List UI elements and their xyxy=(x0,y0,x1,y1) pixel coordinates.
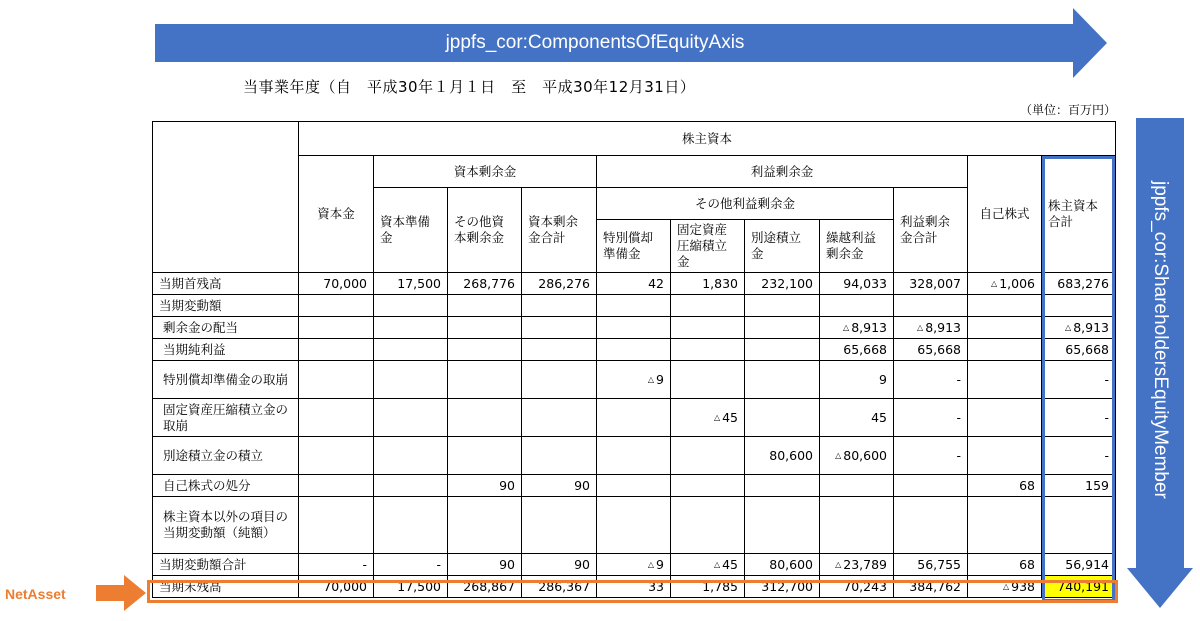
cell-c10 xyxy=(968,361,1042,399)
table-row xyxy=(153,361,1116,399)
cell-c10 xyxy=(968,317,1042,339)
cell-c3 xyxy=(448,497,522,554)
fiscal-period: 当事業年度（自 平成30年１月１日 至 平成30年12月31日） xyxy=(243,78,696,96)
member-label: jppfs_cor:ShareholdersEquityMember xyxy=(1150,181,1171,499)
cell-c4 xyxy=(522,497,597,554)
cell-c11: - xyxy=(1042,361,1116,399)
row-label: 別途積立金の積立 xyxy=(153,437,299,475)
cell-c8: 9 xyxy=(820,361,894,399)
cell-c5 xyxy=(597,339,671,361)
cell-c11: 65,668 xyxy=(1042,339,1116,361)
net-asset-label: NetAsset xyxy=(5,586,66,602)
cell-c3 xyxy=(448,317,522,339)
cell-c8: △ 80,600 xyxy=(820,437,894,475)
header-retained-brought-forward: 繰越利益剰余金 xyxy=(820,220,894,273)
cell-c1 xyxy=(299,361,374,399)
cell-c6 xyxy=(671,317,745,339)
cell-c1 xyxy=(299,475,374,497)
cell-c5 xyxy=(597,399,671,437)
cell-c1 xyxy=(299,339,374,361)
cell-c4 xyxy=(522,399,597,437)
header-special-depreciation-reserve: 特別償却準備金 xyxy=(597,220,671,273)
cell-c11: 159 xyxy=(1042,475,1116,497)
cell-c5: △ 9 xyxy=(597,361,671,399)
table-row xyxy=(153,273,1116,295)
cell-c3 xyxy=(448,339,522,361)
cell-c9: 328,007 xyxy=(894,273,968,295)
cell-c7 xyxy=(745,295,820,317)
row-label: 自己株式の処分 xyxy=(153,475,299,497)
cell-c9: △ 8,913 xyxy=(894,317,968,339)
header-equity-total: 株主資本合計 xyxy=(1042,156,1116,273)
cell-c5: 33 xyxy=(597,576,671,598)
cell-c6 xyxy=(671,295,745,317)
cell-c1 xyxy=(299,295,374,317)
cell-c1: 70,000 xyxy=(299,273,374,295)
header-retained-total: 利益剰余金合計 xyxy=(894,188,968,273)
header-capital-surplus-total: 資本剰余金合計 xyxy=(522,188,597,273)
cell-c6 xyxy=(671,475,745,497)
cell-c10 xyxy=(968,399,1042,437)
cell-c10 xyxy=(968,295,1042,317)
header-treasury-stock: 自己株式 xyxy=(968,156,1042,273)
table-row xyxy=(153,437,1116,475)
cell-c11: 740,191 xyxy=(1042,576,1116,598)
cell-c4 xyxy=(522,361,597,399)
cell-c5 xyxy=(597,295,671,317)
cell-c6: △ 45 xyxy=(671,399,745,437)
cell-c10 xyxy=(968,437,1042,475)
cell-c10 xyxy=(968,497,1042,554)
cell-c2: 17,500 xyxy=(374,273,448,295)
cell-c5 xyxy=(597,437,671,475)
table-row xyxy=(153,399,1116,437)
row-label-header xyxy=(153,122,299,273)
cell-c8: 70,243 xyxy=(820,576,894,598)
header-other-retained-earnings: その他利益剰余金 xyxy=(597,188,894,220)
cell-c7 xyxy=(745,339,820,361)
cell-c2 xyxy=(374,437,448,475)
cell-c9: 384,762 xyxy=(894,576,968,598)
header-fixed-asset-reduction-reserve: 固定資産圧縮積立金 xyxy=(671,220,745,273)
cell-c7: 80,600 xyxy=(745,437,820,475)
cell-c10: △ 938 xyxy=(968,576,1042,598)
header-capital-reserve: 資本準備金 xyxy=(374,188,448,273)
cell-c8: △ 23,789 xyxy=(820,554,894,576)
header-capital-surplus: 資本剰余金 xyxy=(374,156,597,188)
cell-c8 xyxy=(820,475,894,497)
cell-c7 xyxy=(745,475,820,497)
row-label: 当期首残高 xyxy=(153,273,299,295)
cell-c9: 56,755 xyxy=(894,554,968,576)
cell-c10 xyxy=(968,339,1042,361)
cell-c7: 232,100 xyxy=(745,273,820,295)
cell-c8: 94,033 xyxy=(820,273,894,295)
cell-c1: 70,000 xyxy=(299,576,374,598)
cell-c5 xyxy=(597,497,671,554)
cell-c11: △ 8,913 xyxy=(1042,317,1116,339)
row-label: 当期純利益 xyxy=(153,339,299,361)
row-label: 当期変動額 xyxy=(153,295,299,317)
row-label: 剰余金の配当 xyxy=(153,317,299,339)
cell-c7 xyxy=(745,399,820,437)
cell-c4: 286,367 xyxy=(522,576,597,598)
cell-c10: 68 xyxy=(968,554,1042,576)
cell-c9: 65,668 xyxy=(894,339,968,361)
cell-c3 xyxy=(448,437,522,475)
cell-c5: 42 xyxy=(597,273,671,295)
table-row xyxy=(153,295,1116,317)
header-general-reserve: 別途積立金 xyxy=(745,220,820,273)
cell-c2 xyxy=(374,317,448,339)
cell-c2 xyxy=(374,361,448,399)
cell-c7: 312,700 xyxy=(745,576,820,598)
cell-c8: 65,668 xyxy=(820,339,894,361)
cell-c2 xyxy=(374,339,448,361)
cell-c7: 80,600 xyxy=(745,554,820,576)
table-row xyxy=(153,475,1116,497)
cell-c11: 683,276 xyxy=(1042,273,1116,295)
cell-c7 xyxy=(745,317,820,339)
table-row xyxy=(153,497,1116,554)
cell-c5 xyxy=(597,475,671,497)
cell-c6: 1,785 xyxy=(671,576,745,598)
cell-c1: - xyxy=(299,554,374,576)
cell-c7 xyxy=(745,361,820,399)
cell-c4 xyxy=(522,339,597,361)
cell-c5: △ 9 xyxy=(597,554,671,576)
cell-c9: - xyxy=(894,361,968,399)
cell-c3 xyxy=(448,295,522,317)
cell-c2 xyxy=(374,295,448,317)
cell-c6 xyxy=(671,339,745,361)
cell-c9: - xyxy=(894,399,968,437)
table-row xyxy=(153,317,1116,339)
cell-c3: 268,776 xyxy=(448,273,522,295)
components-of-equity-axis-arrow xyxy=(155,8,1107,78)
cell-c4 xyxy=(522,437,597,475)
cell-c7 xyxy=(745,497,820,554)
cell-c4 xyxy=(522,317,597,339)
table-row xyxy=(153,576,1116,598)
table-row xyxy=(153,554,1116,576)
cell-c3: 268,867 xyxy=(448,576,522,598)
cell-c8 xyxy=(820,497,894,554)
cell-c11: - xyxy=(1042,437,1116,475)
cell-c2 xyxy=(374,497,448,554)
row-label: 当期変動額合計 xyxy=(153,554,299,576)
cell-c9: - xyxy=(894,437,968,475)
cell-c11 xyxy=(1042,497,1116,554)
row-label: 株主資本以外の項目の当期変動額（純額） xyxy=(153,497,299,554)
cell-c3: 90 xyxy=(448,554,522,576)
header-retained-earnings: 利益剰余金 xyxy=(597,156,968,188)
cell-c11: - xyxy=(1042,399,1116,437)
cell-c3 xyxy=(448,361,522,399)
axis-label: jppfs_cor:ComponentsOfEquityAxis xyxy=(445,32,745,53)
cell-c2: 17,500 xyxy=(374,576,448,598)
right-arrow-icon xyxy=(96,575,146,611)
cell-c6 xyxy=(671,361,745,399)
equity-statement-table xyxy=(152,121,1116,598)
row-label: 特別償却準備金の取崩 xyxy=(153,361,299,399)
cell-c4 xyxy=(522,295,597,317)
table-row xyxy=(153,339,1116,361)
cell-c6: 1,830 xyxy=(671,273,745,295)
cell-c11: 56,914 xyxy=(1042,554,1116,576)
cell-c8 xyxy=(820,295,894,317)
cell-c6: △ 45 xyxy=(671,554,745,576)
cell-c3 xyxy=(448,399,522,437)
cell-c1 xyxy=(299,437,374,475)
cell-c9 xyxy=(894,475,968,497)
header-capital-stock: 資本金 xyxy=(299,156,374,273)
header-other-capital-surplus: その他資本剰余金 xyxy=(448,188,522,273)
cell-c11 xyxy=(1042,295,1116,317)
cell-c5 xyxy=(597,317,671,339)
cell-c9 xyxy=(894,497,968,554)
cell-c6 xyxy=(671,497,745,554)
cell-c8: △ 8,913 xyxy=(820,317,894,339)
cell-c1 xyxy=(299,399,374,437)
cell-c4: 286,276 xyxy=(522,273,597,295)
cell-c2 xyxy=(374,399,448,437)
cell-c6 xyxy=(671,437,745,475)
cell-c10: △ 1,006 xyxy=(968,273,1042,295)
cell-c4: 90 xyxy=(522,554,597,576)
cell-c3: 90 xyxy=(448,475,522,497)
cell-c9 xyxy=(894,295,968,317)
cell-c2 xyxy=(374,475,448,497)
cell-c4: 90 xyxy=(522,475,597,497)
cell-c1 xyxy=(299,497,374,554)
cell-c8: 45 xyxy=(820,399,894,437)
cell-c2: - xyxy=(374,554,448,576)
unit-label: （単位：百万円） xyxy=(1020,103,1117,117)
header-shareholders-equity: 株主資本 xyxy=(299,122,1116,156)
cell-c1 xyxy=(299,317,374,339)
row-label: 固定資産圧縮積立金の取崩 xyxy=(153,399,299,437)
cell-c10: 68 xyxy=(968,475,1042,497)
row-label: 当期末残高 xyxy=(153,576,299,598)
